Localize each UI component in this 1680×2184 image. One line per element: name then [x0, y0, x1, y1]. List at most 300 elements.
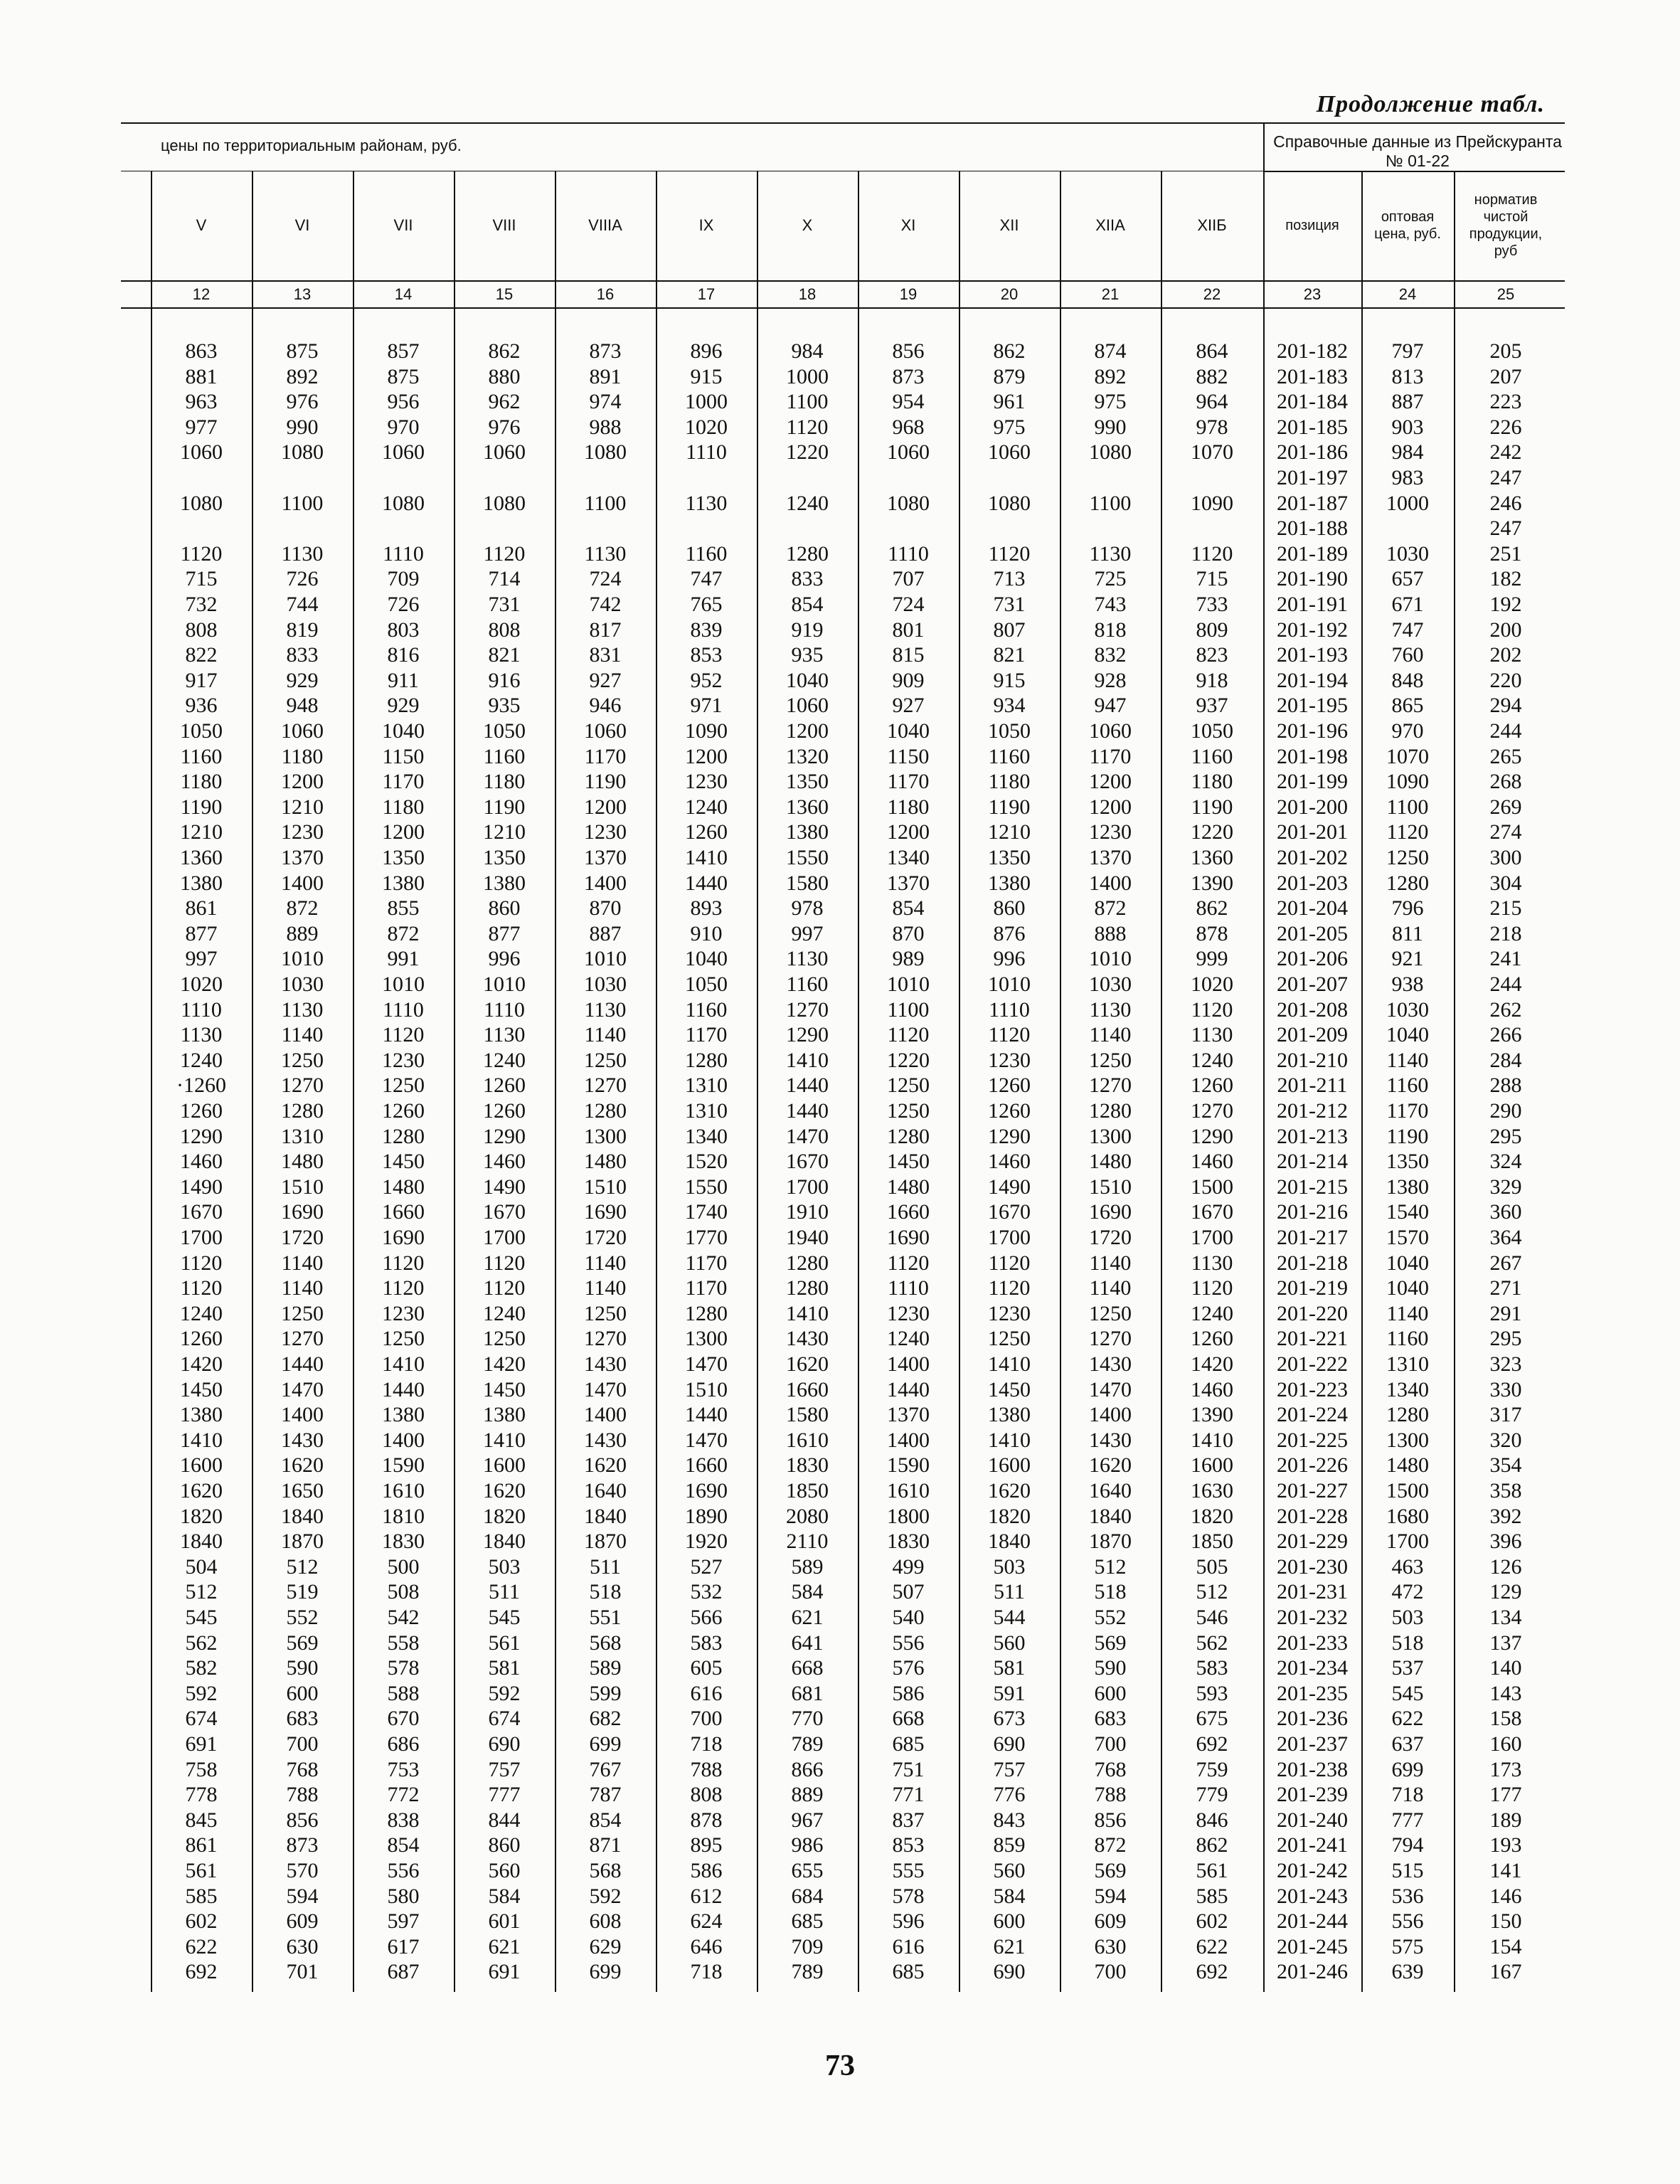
table-cell [1060, 465, 1161, 491]
table-cell: 1480 [1386, 1453, 1429, 1478]
table-cell: 201-210 [1277, 1048, 1348, 1072]
table-cell: 1440 [685, 1403, 728, 1427]
table-cell: 201-244 [1277, 1909, 1348, 1934]
table-cell: 1370 [887, 871, 930, 895]
table-cell: 879 [993, 364, 1026, 388]
table-cell: 508 [387, 1580, 420, 1604]
table-cell: 218 [1489, 921, 1522, 945]
table-cell: 583 [690, 1631, 723, 1655]
table-cell: 1470 [281, 1377, 324, 1401]
table-cell: 1030 [1089, 972, 1132, 996]
table-cell: 1120 [887, 1251, 930, 1275]
table-cell: 882 [1196, 364, 1228, 388]
table-cell: 1840 [281, 1504, 324, 1528]
table-cell: 768 [1094, 1757, 1127, 1781]
table-cell: 743 [1094, 593, 1127, 616]
table-cell: 1380 [483, 1403, 526, 1427]
table-cell: 700 [690, 1707, 723, 1731]
table-cell: 201-215 [1277, 1175, 1348, 1199]
table-cell: 691 [488, 1960, 521, 1984]
table-cell: 952 [690, 668, 723, 692]
table-cell: 916 [488, 668, 521, 692]
table-cell [353, 465, 454, 491]
table-cell: 499 [892, 1554, 925, 1579]
table-cell: 789 [791, 1960, 824, 1984]
table-cell: 1260 [180, 1099, 223, 1123]
table-cell: 129 [1489, 1580, 1522, 1604]
table-cell: 978 [791, 896, 824, 921]
table-cell: 888 [1094, 921, 1127, 945]
table-cell: 201-224 [1277, 1403, 1348, 1427]
table-cell: 1010 [1089, 947, 1132, 971]
table-cell: 815 [892, 643, 925, 667]
table-cell: 201-239 [1277, 1783, 1348, 1807]
table-cell: 732 [185, 593, 218, 616]
table-cell: 1230 [887, 1301, 930, 1325]
table-cell: 846 [1196, 1808, 1228, 1832]
table-cell: 503 [993, 1554, 1026, 1579]
table-cell: 304 [1489, 871, 1522, 895]
table-cell: 1620 [180, 1479, 223, 1502]
table-cell: 928 [1094, 668, 1127, 692]
table-cell: 832 [1094, 643, 1127, 667]
table-cell: 1130 [584, 997, 627, 1022]
table-cell: 616 [690, 1681, 723, 1705]
column-header: VI [294, 216, 310, 234]
table-cell: 621 [993, 1934, 1026, 1958]
table-cell: 583 [1196, 1656, 1228, 1680]
table-cell: 1130 [281, 541, 324, 566]
table-cell: 590 [1094, 1656, 1127, 1680]
table-cell: 570 [286, 1859, 319, 1882]
table-cell: 936 [185, 694, 218, 718]
table-cell: 1240 [786, 491, 829, 515]
column-number: 24 [1398, 285, 1417, 303]
table-cell: 586 [892, 1681, 925, 1705]
table-cell: 1110 [888, 1276, 929, 1300]
table-cell: 1430 [1089, 1352, 1132, 1376]
table-cell: 862 [993, 339, 1026, 363]
table-cell: 223 [1489, 390, 1522, 414]
table-cell: 1290 [180, 1124, 223, 1148]
table-cell: 324 [1489, 1150, 1522, 1174]
table-cell: 241 [1489, 947, 1522, 971]
table-cell: 585 [1196, 1884, 1228, 1908]
table-cell: 1230 [584, 820, 627, 844]
table-cell: 927 [892, 694, 925, 718]
table-cell: 1010 [382, 972, 425, 996]
table-cell: 1280 [786, 1276, 829, 1300]
table-cell [454, 465, 555, 491]
table-cell: 1350 [1386, 1150, 1429, 1174]
table-cell: 1120 [1191, 541, 1233, 566]
table-cell: 724 [589, 567, 622, 591]
table-cell: 1270 [1191, 1099, 1233, 1123]
table-cell: 1450 [382, 1150, 425, 1174]
table-cell: 910 [690, 921, 723, 945]
table-cell: 201-226 [1277, 1453, 1348, 1478]
table-cell: 986 [791, 1833, 824, 1857]
table-cell: 589 [589, 1656, 622, 1680]
table-cell: 788 [690, 1757, 723, 1781]
table-cell: 854 [791, 593, 824, 616]
table-cell: 247 [1489, 516, 1522, 541]
table-cell: 1110 [484, 997, 525, 1022]
table-cell: 1160 [1386, 1327, 1429, 1351]
table-cell: 856 [892, 339, 925, 363]
column-number: 12 [192, 285, 211, 303]
table-cell: 934 [993, 694, 1026, 718]
table-cell: 201-189 [1277, 541, 1348, 566]
table-cell: 1120 [1191, 997, 1233, 1022]
table-cell: 1120 [180, 541, 223, 566]
table-cell: 892 [286, 364, 319, 388]
table-cell: 244 [1489, 719, 1522, 743]
table-cell: 1270 [786, 997, 829, 1022]
table-cell: 1260 [483, 1099, 526, 1123]
table-cell: 1400 [1089, 1403, 1132, 1427]
table-cell: 1380 [180, 871, 223, 895]
table-cell: 833 [286, 643, 319, 667]
table-cell: 201-245 [1277, 1934, 1348, 1958]
table-cell: 226 [1489, 415, 1522, 439]
table-cell: 1120 [988, 541, 1031, 566]
table-cell: 837 [892, 1808, 925, 1832]
table-cell: 532 [690, 1580, 723, 1604]
table-cell: 1120 [483, 541, 526, 566]
table-cell: 1070 [1386, 744, 1429, 768]
table-cell: 1170 [685, 1023, 728, 1047]
column-header: X [802, 216, 813, 234]
table-cell: 269 [1489, 795, 1522, 819]
table-cell: 1700 [483, 1226, 526, 1249]
table-cell: 201-211 [1277, 1074, 1348, 1098]
table-cell: 1130 [786, 947, 829, 971]
table-cell: 160 [1489, 1732, 1522, 1756]
table-cell: 954 [892, 390, 925, 414]
table-cell: 201-218 [1277, 1251, 1348, 1275]
table-cell: 201-199 [1277, 770, 1348, 794]
table-cell: 821 [488, 643, 521, 667]
table-cell: 1150 [887, 744, 930, 768]
table-cell: 726 [286, 567, 319, 591]
table-cell: 1260 [180, 1327, 223, 1351]
column-number: 14 [394, 285, 413, 303]
table-cell: 1570 [1386, 1226, 1429, 1249]
table-cell: 1250 [887, 1074, 930, 1098]
table-cell: 247 [1489, 466, 1522, 489]
table-cell: 856 [1094, 1808, 1127, 1832]
table-cell: 1870 [584, 1530, 627, 1554]
table-cell: 1180 [988, 770, 1031, 794]
table-cell: 976 [286, 390, 319, 414]
table-cell: 1160 [180, 744, 223, 768]
table-cell: 896 [690, 339, 723, 363]
table-cell: 515 [1391, 1859, 1424, 1882]
table-cell: 1110 [888, 541, 929, 566]
table-cell: 1620 [786, 1352, 829, 1376]
table-cell: 637 [1391, 1732, 1424, 1756]
table-cell: 1120 [988, 1276, 1031, 1300]
table-cell: 681 [791, 1681, 824, 1705]
table-cell: 320 [1489, 1428, 1522, 1452]
table-cell: 1690 [887, 1226, 930, 1249]
table-cell: 201-182 [1277, 339, 1348, 363]
table-cell: 1460 [180, 1150, 223, 1174]
table-cell: 1220 [887, 1048, 930, 1072]
table-cell: 859 [993, 1833, 1026, 1857]
table-cell: 205 [1489, 339, 1522, 363]
table-cell: 1270 [1089, 1327, 1132, 1351]
table-cell: 201-231 [1277, 1580, 1348, 1604]
table-cell: 542 [387, 1606, 420, 1629]
table-cell: 201-232 [1277, 1606, 1348, 1629]
table-cell: 938 [1391, 972, 1424, 996]
table-cell: 1180 [281, 744, 324, 768]
table-cell: 518 [1094, 1580, 1127, 1604]
table-cell: 201-200 [1277, 795, 1348, 819]
table-cell: 889 [791, 1783, 824, 1807]
table-cell: 584 [993, 1884, 1026, 1908]
table-cell: 1310 [685, 1074, 728, 1098]
table-cell: 1040 [1386, 1276, 1429, 1300]
table-cell: 242 [1489, 440, 1522, 465]
table-cell: 1590 [382, 1453, 425, 1478]
table-cell: 1470 [786, 1124, 829, 1148]
table-cell: 747 [690, 567, 723, 591]
table-cell: 686 [387, 1732, 420, 1756]
table-cell: 601 [488, 1909, 521, 1934]
table-cell: 657 [1391, 567, 1424, 591]
table-cell: 562 [1196, 1631, 1228, 1655]
table-cell: 1140 [1089, 1023, 1132, 1047]
table-cell: 1290 [483, 1124, 526, 1148]
table-cell: 1110 [181, 997, 222, 1022]
table-cell: 1420 [483, 1352, 526, 1376]
table-cell: 1410 [483, 1428, 526, 1452]
table-cell: 1010 [584, 947, 627, 971]
table-cell: 1470 [1089, 1377, 1132, 1401]
table-cell: 1250 [382, 1074, 425, 1098]
table-cell [1161, 465, 1263, 491]
table-cell: 881 [185, 364, 218, 388]
table-cell: 1140 [1089, 1251, 1132, 1275]
table-cell: 1480 [281, 1150, 324, 1174]
table-cell: 674 [488, 1707, 521, 1731]
table-cell: 768 [286, 1757, 319, 1781]
table-cell: 1690 [1089, 1200, 1132, 1224]
table-cell: 1810 [382, 1504, 425, 1528]
table-cell: 295 [1489, 1124, 1522, 1148]
table-cell: 1120 [887, 1023, 930, 1047]
table-cell: 201-203 [1277, 871, 1348, 895]
table-cell: 1690 [382, 1226, 425, 1249]
table-cell: 552 [1094, 1606, 1127, 1629]
table-cell: 1000 [1386, 491, 1429, 515]
column-number: 21 [1101, 285, 1120, 303]
table-cell: 639 [1391, 1960, 1424, 1984]
table-cell: 1360 [180, 846, 223, 869]
table-cell: 1030 [584, 972, 627, 996]
table-cell: 1370 [1089, 846, 1132, 869]
table-cell: 594 [286, 1884, 319, 1908]
table-cell: 895 [690, 1833, 723, 1857]
table-cell: 201-243 [1277, 1884, 1348, 1908]
table-cell: 1670 [180, 1200, 223, 1224]
table-cell: 201-183 [1277, 364, 1348, 388]
table-cell: 833 [791, 567, 824, 591]
table-cell: 518 [1391, 1631, 1424, 1655]
table-cell: 691 [185, 1732, 218, 1756]
table-cell: 844 [488, 1808, 521, 1832]
table-cell: 1890 [685, 1504, 728, 1528]
table-cell: 1410 [786, 1048, 829, 1072]
table-cell: 546 [1196, 1606, 1228, 1629]
table-cell: 202 [1489, 643, 1522, 667]
table-cell: 996 [993, 947, 1026, 971]
table-cell [1361, 516, 1454, 541]
table-cell: ·1260 [176, 1074, 226, 1098]
table-cell: 808 [185, 617, 218, 642]
table-cell: 999 [1196, 947, 1228, 971]
table-cell: 967 [791, 1808, 824, 1832]
table-cell: 857 [387, 339, 420, 363]
table-cell: 751 [892, 1757, 925, 1781]
table-cell: 1410 [786, 1301, 829, 1325]
table-cell: 788 [1094, 1783, 1127, 1807]
table-cell: 1380 [988, 871, 1031, 895]
column-number: 15 [495, 285, 514, 303]
table-cell: 1130 [483, 1023, 526, 1047]
table-cell: 673 [993, 1707, 1026, 1731]
table-cell: 1130 [1191, 1023, 1233, 1047]
table-cell: 1290 [988, 1124, 1031, 1148]
table-cell: 1470 [685, 1428, 728, 1452]
table-cell: 1170 [1089, 744, 1132, 768]
table-cell: 779 [1196, 1783, 1228, 1807]
table-cell: 1510 [1089, 1175, 1132, 1199]
table-cell: 290 [1489, 1099, 1522, 1123]
table-cell: 1050 [988, 719, 1031, 743]
table-cell: 872 [286, 896, 319, 921]
table-cell: 758 [185, 1757, 218, 1781]
table-cell: 201-214 [1277, 1150, 1348, 1174]
table-cell: 1080 [382, 491, 425, 515]
table-cell: 1120 [180, 1251, 223, 1275]
table-cell: 807 [993, 617, 1026, 642]
table-cell: 201-238 [1277, 1757, 1348, 1781]
colnum-rule [121, 307, 1565, 309]
table-cell: 527 [690, 1554, 723, 1579]
table-cell: 1120 [1191, 1276, 1233, 1300]
table-cell: 616 [892, 1934, 925, 1958]
table-cell: 1060 [786, 694, 829, 718]
table-cell: 596 [892, 1909, 925, 1934]
table-cell: 552 [286, 1606, 319, 1629]
table-cell: 1130 [1089, 997, 1132, 1022]
table-cell: 594 [1094, 1884, 1127, 1908]
table-cell: 1150 [382, 744, 425, 768]
table-cell: 797 [1391, 339, 1424, 363]
table-cell: 201-207 [1277, 972, 1348, 996]
table-cell: 1210 [180, 820, 223, 844]
table-cell: 757 [488, 1757, 521, 1781]
table-cell: 1280 [584, 1099, 627, 1123]
table-cell: 1380 [786, 820, 829, 844]
table-cell: 1720 [1089, 1226, 1132, 1249]
table-cell: 1110 [383, 541, 424, 566]
table-cell: 821 [993, 643, 1026, 667]
table-cell: 970 [1391, 719, 1424, 743]
table-cell: 126 [1489, 1554, 1522, 1579]
table-cell: 983 [1391, 466, 1424, 489]
table-cell: 584 [488, 1884, 521, 1908]
table-cell: 201-198 [1277, 744, 1348, 768]
table-cell: 201-229 [1277, 1530, 1348, 1554]
table-cell: 1230 [988, 1048, 1031, 1072]
table-cell: 864 [1196, 339, 1228, 363]
table-cell: 1010 [887, 972, 930, 996]
table-cell: 946 [589, 694, 622, 718]
table-cell: 593 [1196, 1681, 1228, 1705]
table-cell: 1120 [382, 1276, 425, 1300]
table-cell: 1040 [786, 668, 829, 692]
table-cell: 1820 [180, 1504, 223, 1528]
column-header: XIIA [1095, 216, 1125, 234]
table-cell: 1280 [1386, 871, 1429, 895]
table-cell: 1050 [180, 719, 223, 743]
table-cell: 1080 [887, 491, 930, 515]
table-cell: 201-190 [1277, 567, 1348, 591]
table-cell: 683 [286, 1707, 319, 1731]
table-cell: 463 [1391, 1554, 1424, 1579]
table-cell: 201-235 [1277, 1681, 1348, 1705]
table-cell: 845 [185, 1808, 218, 1832]
table-cell: 1460 [483, 1150, 526, 1174]
table-cell: 288 [1489, 1074, 1522, 1098]
table-cell: 1120 [180, 1276, 223, 1300]
table-cell: 1410 [1191, 1428, 1233, 1452]
table-cell: 1830 [887, 1530, 930, 1554]
table-cell: 201-216 [1277, 1200, 1348, 1224]
table-cell: 585 [185, 1884, 218, 1908]
table-cell: 996 [488, 947, 521, 971]
table-cell: 861 [185, 1833, 218, 1857]
table-cell: 317 [1489, 1403, 1522, 1427]
table-cell [959, 516, 1060, 541]
table-cell: 1480 [1089, 1150, 1132, 1174]
table-cell: 271 [1489, 1276, 1522, 1300]
table-cell: 1060 [483, 440, 526, 465]
table-cell: 1370 [584, 846, 627, 869]
table-cell: 220 [1489, 668, 1522, 692]
table-cell: 1430 [584, 1428, 627, 1452]
table-cell: 1310 [685, 1099, 728, 1123]
table-cell: 267 [1489, 1251, 1522, 1275]
table-cell: 714 [488, 567, 521, 591]
table-cell: 690 [488, 1732, 521, 1756]
table-cell: 892 [1094, 364, 1127, 388]
table-cell: 472 [1391, 1580, 1424, 1604]
table-cell: 1400 [1089, 871, 1132, 895]
table-cell: 1400 [584, 1403, 627, 1427]
table-cell: 843 [993, 1808, 1026, 1832]
table-cell: 201-240 [1277, 1808, 1348, 1832]
table-cell: 1160 [786, 972, 829, 996]
table-cell: 1060 [1089, 719, 1132, 743]
table-cell: 295 [1489, 1327, 1522, 1351]
table-cell: 1200 [685, 744, 728, 768]
